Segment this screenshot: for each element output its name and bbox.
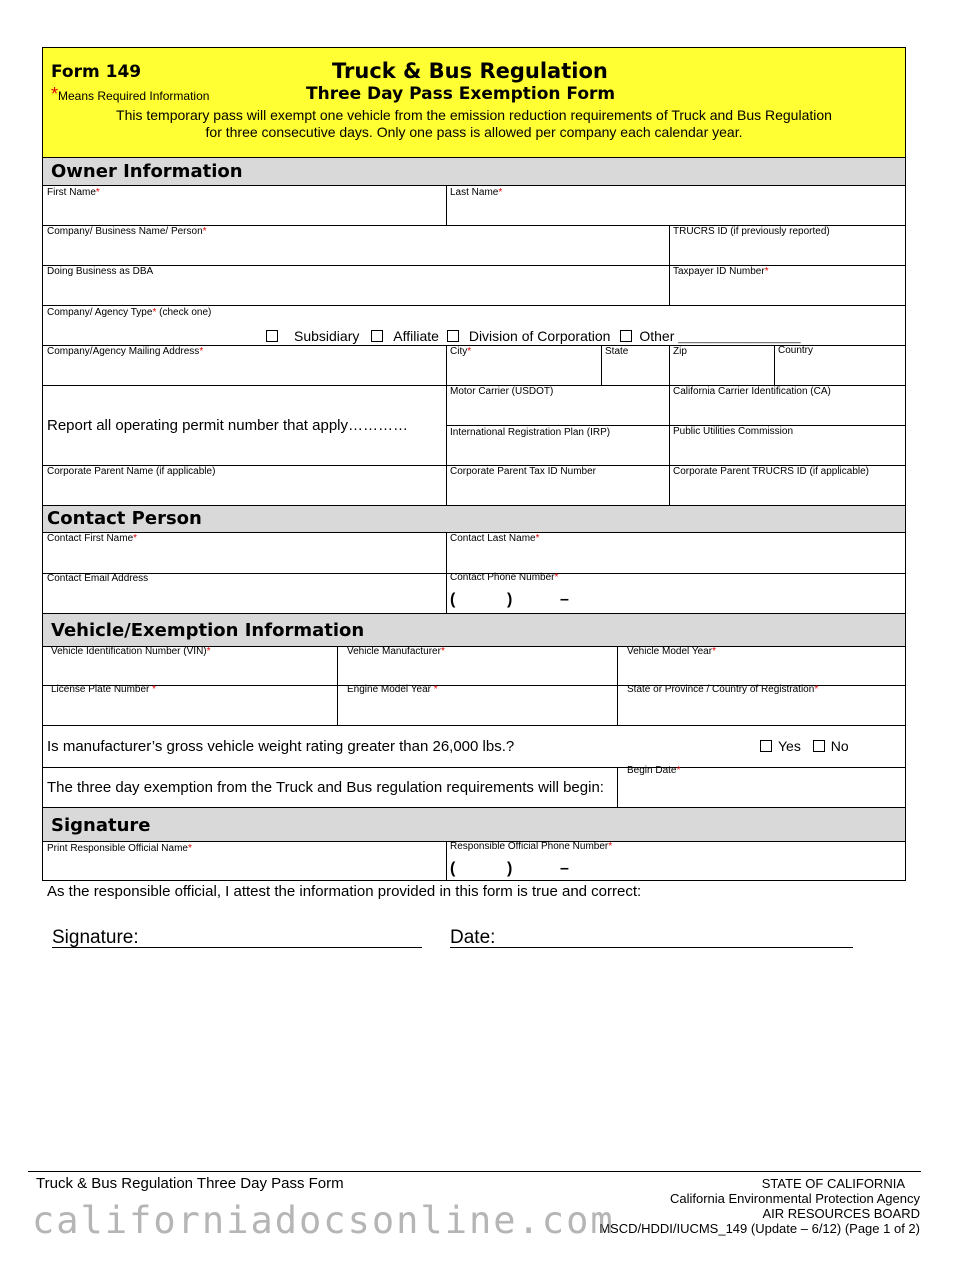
vehicle-heading: Vehicle/Exemption Information xyxy=(51,620,365,641)
gvwr-no-label: No xyxy=(830,738,849,754)
signature-label: Signature: xyxy=(52,927,139,948)
required-mark: * xyxy=(498,187,503,198)
required-mark: * xyxy=(133,533,138,544)
ca-carrier-field[interactable] xyxy=(673,386,831,397)
contact-section-header xyxy=(43,505,905,533)
contact-first-name-field[interactable] xyxy=(47,533,137,544)
motor-carrier-field[interactable] xyxy=(450,386,553,397)
footer-form-name: Truck & Bus Regulation Three Day Pass Form xyxy=(36,1175,344,1192)
required-star: * xyxy=(51,84,59,104)
required-mark: * xyxy=(712,646,716,657)
other-label: Other xyxy=(639,328,675,344)
permits-prompt: Report all operating permit number that apply………… xyxy=(47,417,408,434)
contact-first-name-label: Contact First Name xyxy=(47,533,134,544)
required-note: Means Required Information xyxy=(58,89,210,103)
option-other[interactable] xyxy=(620,328,800,344)
gvwr-yes-checkbox[interactable] xyxy=(760,740,772,752)
vin-field[interactable] xyxy=(51,646,211,657)
trucrs-id-field[interactable] xyxy=(673,226,830,237)
contact-phone-close: ) xyxy=(507,591,513,608)
subsidiary-checkbox[interactable] xyxy=(266,330,278,342)
contact-heading: Contact Person xyxy=(47,508,202,529)
first-name-label: First Name xyxy=(47,187,96,198)
official-phone-open: ( xyxy=(450,860,456,877)
zip-field[interactable] xyxy=(673,346,687,357)
required-mark: * xyxy=(202,226,207,237)
agency-type-label xyxy=(47,307,211,318)
country-field[interactable] xyxy=(778,345,813,356)
taxpayer-id-label: Taxpayer ID Number xyxy=(673,266,765,277)
owner-section-header xyxy=(43,157,905,186)
vehicle-section-header xyxy=(43,613,905,647)
three-day-pass-form xyxy=(42,47,906,881)
required-mark: * xyxy=(764,266,769,277)
parent-tax-id-label: Corporate Parent Tax ID Number xyxy=(450,466,596,477)
description-line-2: for three consecutive days. Only one pass is allowed per company each calendar year. xyxy=(205,124,743,140)
watermark: californiadocsonline.com xyxy=(32,1199,615,1242)
contact-email-label: Contact Email Address xyxy=(47,573,149,584)
model-year-field[interactable] xyxy=(627,646,716,657)
required-mark: * xyxy=(152,684,157,695)
required-legend xyxy=(51,84,209,105)
date-line[interactable] xyxy=(450,947,853,948)
engine-year-label: Engine Model Year xyxy=(347,684,434,695)
gvwr-no-option[interactable] xyxy=(813,738,849,754)
print-name-field[interactable] xyxy=(47,843,192,854)
agency-type-suffix: (check one) xyxy=(156,307,212,318)
subsidiary-label: Subsidiary xyxy=(294,328,360,344)
begin-date-field[interactable] xyxy=(627,765,680,776)
contact-phone-dash: – xyxy=(560,591,569,608)
city-field[interactable] xyxy=(450,346,471,357)
form-number: Form 149 xyxy=(51,62,142,82)
required-mark: * xyxy=(467,346,472,357)
required-mark: * xyxy=(535,533,540,544)
contact-last-name-field[interactable] xyxy=(450,533,540,544)
required-mark: * xyxy=(199,346,204,357)
required-mark: * xyxy=(95,187,100,198)
footer-form-code: MSCD/HDDI/IUCMS_149 (Update – 6/12) (Page 1 of 2) xyxy=(599,1221,920,1236)
manufacturer-label: Vehicle Manufacturer xyxy=(347,646,441,657)
plate-field[interactable] xyxy=(51,684,156,695)
required-mark: * xyxy=(206,646,211,657)
footer-agency: California Environmental Protection Agency xyxy=(669,1191,920,1206)
irp-label: International Registration Plan (IRP) xyxy=(450,427,611,438)
description-line-1: This temporary pass will exempt one vehicle from the emission reduction requirements of Truck and Bus Regulation xyxy=(116,107,832,123)
date-label: Date: xyxy=(450,927,496,948)
dba-label: Doing Business as DBA xyxy=(47,266,154,277)
contact-last-name-label: Contact Last Name xyxy=(450,533,536,544)
taxpayer-id-field[interactable] xyxy=(673,266,769,277)
agency-type-prefix: Company/ Agency Type xyxy=(47,307,153,318)
puc-field[interactable] xyxy=(673,426,793,437)
city-label: City xyxy=(450,346,468,357)
contact-phone-label: Contact Phone Number xyxy=(450,572,555,583)
signature-section-header xyxy=(43,807,905,842)
form-description xyxy=(43,107,905,141)
attestation-text: As the responsible official, I attest the information provided in this form is true and correct: xyxy=(47,883,642,900)
required-mark: * xyxy=(188,843,192,854)
required-mark: * xyxy=(554,572,559,583)
other-checkbox[interactable] xyxy=(620,330,632,342)
owner-heading: Owner Information xyxy=(51,161,243,182)
footer-state: STATE OF CALIFORNIA xyxy=(761,1176,905,1191)
parent-name-field[interactable] xyxy=(47,466,215,477)
puc-label: Public Utilities Commission xyxy=(673,426,794,437)
required-mark: * xyxy=(433,684,438,695)
division-label: Division of Corporation xyxy=(468,328,611,344)
ca-carrier-label: California Carrier Identification (CA) xyxy=(673,386,831,397)
required-mark: * xyxy=(440,646,445,657)
last-name-field[interactable] xyxy=(450,187,502,198)
registration-label: State or Province / Country of Registration xyxy=(627,684,815,695)
zip-label: Zip xyxy=(673,346,687,357)
print-name-label: Print Responsible Official Name xyxy=(47,843,188,854)
required-mark: * xyxy=(608,841,613,852)
form-header xyxy=(43,48,905,158)
option-subsidiary[interactable] xyxy=(266,328,359,344)
affiliate-label: Affiliate xyxy=(393,328,439,344)
required-mark: * xyxy=(676,765,681,776)
country-label: Country xyxy=(778,345,814,356)
first-name-field[interactable] xyxy=(47,187,100,198)
signature-heading: Signature xyxy=(51,815,151,836)
required-mark: * xyxy=(814,684,819,695)
parent-name-label: Corporate Parent Name (if applicable) xyxy=(47,466,216,477)
gvwr-no-checkbox[interactable] xyxy=(813,740,825,752)
registration-field[interactable] xyxy=(627,684,818,695)
form-subtitle: Three Day Pass Exemption Form xyxy=(306,84,616,104)
agency-type-options xyxy=(266,328,801,344)
mailing-address-label: Company/Agency Mailing Address xyxy=(47,346,200,357)
affiliate-checkbox[interactable] xyxy=(371,330,383,342)
signature-line[interactable] xyxy=(52,947,422,948)
plate-label: License Plate Number xyxy=(51,684,153,695)
contact-email-field[interactable] xyxy=(47,573,148,584)
gvwr-options xyxy=(760,738,849,754)
official-phone-field[interactable] xyxy=(450,841,612,852)
begin-date-label: Begin Date xyxy=(627,765,677,776)
company-name-field[interactable] xyxy=(47,226,207,237)
footer-board: AIR RESOURCES BOARD xyxy=(762,1206,920,1221)
parent-tax-id-field[interactable] xyxy=(450,466,596,477)
option-division[interactable] xyxy=(447,328,611,344)
official-phone-close: ) xyxy=(507,860,513,877)
form-title: Truck & Bus Regulation xyxy=(332,59,608,83)
irp-field[interactable] xyxy=(450,427,610,438)
option-affiliate[interactable] xyxy=(371,328,439,344)
motor-carrier-label: Motor Carrier (USDOT) xyxy=(450,386,554,397)
official-phone-label: Responsible Official Phone Number xyxy=(450,841,609,852)
state-label: State xyxy=(605,346,629,357)
division-checkbox[interactable] xyxy=(447,330,459,342)
contact-phone-open: ( xyxy=(450,591,456,608)
begin-statement: The three day exemption from the Truck and Bus regulation requirements will begin: xyxy=(47,779,604,796)
gvwr-yes-label: Yes xyxy=(778,738,801,754)
parent-trucrs-field[interactable] xyxy=(673,466,869,477)
gvwr-yes-option[interactable] xyxy=(760,738,801,754)
required-mark: * xyxy=(152,307,157,318)
parent-trucrs-label: Corporate Parent TRUCRS ID (if applicable) xyxy=(673,466,870,477)
company-name-label: Company/ Business Name/ Person xyxy=(47,226,203,237)
model-year-label: Vehicle Model Year xyxy=(627,646,713,657)
footer-rule xyxy=(28,1171,921,1172)
dba-field[interactable] xyxy=(47,266,153,277)
contact-phone-field[interactable] xyxy=(450,572,558,583)
last-name-label: Last Name xyxy=(450,187,499,198)
vin-label: Vehicle Identification Number (VIN) xyxy=(51,646,207,657)
state-field[interactable] xyxy=(605,346,628,357)
other-blank: ______________________ xyxy=(678,333,801,344)
manufacturer-field[interactable] xyxy=(347,646,445,657)
mailing-address-field[interactable] xyxy=(47,346,203,357)
engine-year-field[interactable] xyxy=(347,684,438,695)
gvwr-question: Is manufacturer’s gross vehicle weight rating greater than 26,000 lbs.? xyxy=(47,738,515,755)
official-phone-dash: – xyxy=(560,860,569,877)
trucrs-id-label: TRUCRS ID (if previously reported) xyxy=(673,226,830,237)
